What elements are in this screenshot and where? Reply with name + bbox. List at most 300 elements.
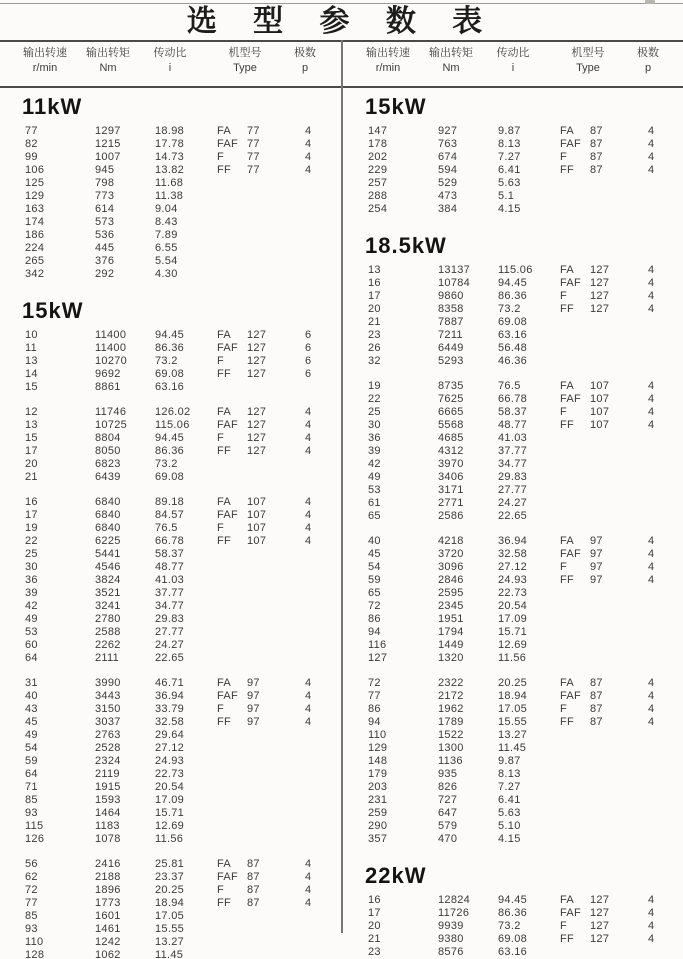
poles-cell [648, 613, 669, 626]
gear-group [0, 858, 341, 959]
torque-cell: 2595 [438, 587, 464, 599]
torque-cell: 1915 [95, 781, 121, 793]
table-row [343, 164, 683, 177]
type-cell [560, 820, 590, 833]
speed-cell: 77 [25, 125, 38, 137]
table-row [0, 432, 341, 445]
type-cell: FF [217, 897, 232, 909]
type-cell [560, 177, 590, 190]
torque-cell: 1593 [95, 794, 121, 806]
header-unit-label: p [301, 62, 309, 74]
torque-cell: 12824 [438, 894, 471, 906]
table-row [343, 820, 683, 833]
size-cell: 97 [590, 574, 603, 586]
ratio-cell: 36.94 [498, 535, 528, 547]
size-cell [590, 794, 648, 807]
ratio-cell: 76.5 [498, 380, 521, 392]
poles-cell [648, 432, 669, 445]
torque-cell: 6449 [438, 342, 464, 354]
size-cell: 87 [590, 138, 603, 150]
torque-cell: 6665 [438, 406, 464, 418]
poles-cell [305, 936, 326, 949]
torque-cell: 6439 [95, 471, 121, 483]
ratio-cell: 20.25 [498, 677, 528, 689]
power-heading: 22kW [365, 863, 427, 888]
size-cell [247, 652, 305, 665]
speed-cell: 77 [25, 897, 38, 909]
table-row [0, 242, 341, 255]
poles-cell [648, 342, 669, 355]
poles-cell: 4 [648, 125, 655, 137]
type-cell [217, 268, 247, 281]
power-heading: 15kW [22, 298, 84, 323]
speed-cell: 64 [25, 652, 38, 664]
torque-cell: 10725 [95, 419, 128, 431]
speed-cell: 30 [25, 561, 38, 573]
poles-cell [305, 177, 326, 190]
type-cell: FAF [560, 138, 582, 150]
torque-cell: 1215 [95, 138, 121, 150]
size-cell: 107 [247, 509, 267, 521]
torque-cell: 11400 [95, 342, 127, 354]
speed-cell: 99 [25, 151, 38, 163]
speed-cell: 49 [25, 613, 38, 625]
header-unit-label: Nm [99, 62, 117, 74]
header-unit-label: i [168, 62, 172, 74]
ratio-cell: 5.1 [498, 190, 515, 202]
size-cell: 97 [247, 716, 260, 728]
table-row [0, 255, 341, 268]
poles-cell: 4 [305, 138, 312, 150]
power-heading: 18.5kW [365, 233, 447, 258]
speed-cell: 202 [368, 151, 388, 163]
speed-cell: 11 [25, 342, 38, 354]
size-cell: 127 [247, 368, 267, 380]
torque-cell: 1320 [438, 652, 464, 664]
ratio-cell: 126.02 [155, 406, 191, 418]
poles-cell [648, 600, 669, 613]
type-cell: F [217, 355, 225, 367]
speed-cell: 36 [25, 574, 38, 586]
size-cell [247, 548, 305, 561]
type-cell: FAF [560, 548, 582, 560]
poles-cell [305, 781, 326, 794]
poles-cell [305, 833, 326, 846]
type-cell [217, 807, 247, 820]
torque-cell: 2780 [95, 613, 121, 625]
torque-cell: 9692 [95, 368, 121, 380]
type-cell: FA [217, 329, 232, 341]
poles-cell [305, 203, 326, 216]
torque-cell: 1601 [95, 910, 121, 922]
size-cell: 127 [590, 303, 610, 315]
torque-cell: 8050 [95, 445, 121, 457]
poles-cell [648, 484, 669, 497]
ratio-cell: 11.56 [498, 652, 527, 664]
ratio-cell: 12.69 [155, 820, 185, 832]
ratio-cell: 20.54 [498, 600, 528, 612]
size-cell: 127 [590, 290, 610, 302]
header-cn-label: 输出转速 [23, 47, 67, 59]
size-cell: 127 [247, 445, 267, 457]
type-cell [217, 216, 247, 229]
poles-cell [305, 548, 326, 561]
poles-cell [648, 794, 669, 807]
ratio-cell: 48.77 [155, 561, 185, 573]
type-cell: FAF [560, 690, 582, 702]
type-cell [217, 923, 247, 936]
power-section-11kW [0, 94, 341, 281]
table-row [343, 342, 683, 355]
speed-cell: 82 [25, 138, 38, 150]
speed-cell: 26 [368, 342, 381, 354]
header-cn-label: 机型号 [228, 47, 262, 59]
table-row [343, 626, 683, 639]
poles-cell [305, 923, 326, 936]
poles-cell: 4 [305, 406, 312, 418]
poles-cell: 4 [648, 933, 655, 945]
poles-cell: 4 [305, 677, 312, 689]
speed-cell: 54 [25, 742, 38, 754]
ratio-cell: 11.68 [155, 177, 184, 189]
poles-cell: 4 [648, 677, 655, 689]
ratio-cell: 58.37 [498, 406, 528, 418]
ratio-cell: 32.58 [155, 716, 185, 728]
table-row [343, 548, 683, 561]
type-cell [560, 497, 590, 510]
poles-cell [648, 329, 669, 342]
torque-cell: 3720 [438, 548, 464, 560]
speed-cell: 12 [25, 406, 38, 418]
size-cell [247, 639, 305, 652]
ratio-cell: 11.45 [155, 949, 184, 959]
poles-cell [305, 381, 326, 394]
size-cell [247, 768, 305, 781]
speed-cell: 115 [25, 820, 44, 832]
ratio-cell: 94.45 [155, 432, 185, 444]
torque-cell: 8735 [438, 380, 464, 392]
type-cell: FF [560, 303, 575, 315]
header-unit-label: r/min [32, 62, 58, 74]
type-cell [217, 190, 247, 203]
type-cell: F [217, 432, 225, 444]
table-row [343, 419, 683, 432]
size-cell [590, 946, 648, 959]
ratio-cell: 4.15 [498, 203, 521, 215]
poles-cell [305, 242, 326, 255]
speed-cell: 290 [368, 820, 388, 832]
ratio-cell: 33.79 [155, 703, 185, 715]
speed-cell: 54 [368, 561, 381, 573]
poles-cell: 4 [648, 290, 655, 302]
type-cell: FA [560, 264, 575, 276]
size-cell: 77 [247, 164, 260, 176]
header-unit-label: Nm [442, 62, 460, 74]
size-cell: 87 [590, 677, 603, 689]
table-row [343, 894, 683, 907]
type-cell: FF [217, 164, 232, 176]
size-cell [590, 639, 648, 652]
size-cell [590, 613, 648, 626]
ratio-cell: 32.58 [498, 548, 528, 560]
size-cell [247, 613, 305, 626]
size-cell: 87 [247, 884, 260, 896]
header-cn-label: 机型号 [571, 47, 605, 59]
type-cell [560, 639, 590, 652]
poles-cell [305, 458, 326, 471]
table-row [343, 264, 683, 277]
poles-cell: 4 [305, 445, 312, 457]
ratio-cell: 8.13 [498, 138, 521, 150]
size-cell [590, 445, 648, 458]
torque-cell: 647 [438, 807, 458, 819]
size-cell: 97 [590, 561, 603, 573]
size-cell [247, 471, 305, 484]
ratio-cell: 94.45 [498, 894, 528, 906]
speed-cell: 25 [25, 548, 38, 560]
size-cell [247, 203, 305, 216]
ratio-cell: 11.38 [155, 190, 184, 202]
speed-cell: 17 [25, 509, 38, 521]
size-cell: 127 [590, 894, 610, 906]
type-cell [560, 613, 590, 626]
poles-cell [648, 316, 669, 329]
torque-cell: 7625 [438, 393, 464, 405]
torque-cell: 3037 [95, 716, 121, 728]
torque-cell: 1464 [95, 807, 121, 819]
poles-cell: 4 [648, 277, 655, 289]
table-row [343, 484, 683, 497]
poles-cell: 6 [305, 368, 312, 380]
table-row [0, 548, 341, 561]
speed-cell: 254 [368, 203, 388, 215]
speed-cell: 71 [25, 781, 38, 793]
torque-cell: 579 [438, 820, 458, 832]
poles-cell: 4 [648, 574, 655, 586]
poles-cell: 4 [305, 151, 312, 163]
size-cell: 87 [590, 125, 603, 137]
torque-cell: 2111 [95, 652, 120, 664]
speed-cell: 59 [368, 574, 381, 586]
type-cell [560, 794, 590, 807]
type-cell [560, 807, 590, 820]
size-cell [590, 342, 648, 355]
size-cell [590, 203, 648, 216]
torque-cell: 10784 [438, 277, 471, 289]
type-cell [217, 203, 247, 216]
torque-cell: 8804 [95, 432, 121, 444]
type-cell [560, 755, 590, 768]
torque-cell: 2119 [95, 768, 120, 780]
ratio-cell: 5.10 [498, 820, 521, 832]
size-cell: 127 [247, 419, 267, 431]
table-row [0, 151, 341, 164]
ratio-cell: 34.77 [155, 600, 185, 612]
table-row [343, 574, 683, 587]
poles-cell [305, 626, 326, 639]
table-row [343, 406, 683, 419]
torque-cell: 2188 [95, 871, 121, 883]
header-cn-label: 极数 [637, 47, 659, 59]
ratio-cell: 13.27 [155, 936, 185, 948]
type-cell [560, 587, 590, 600]
table-row [343, 497, 683, 510]
size-cell [590, 742, 648, 755]
ratio-cell: 5.54 [155, 255, 178, 267]
poles-cell [648, 652, 669, 665]
type-cell: F [217, 151, 225, 163]
table-row [0, 742, 341, 755]
poles-cell: 6 [305, 329, 312, 341]
type-cell [217, 949, 247, 959]
type-cell [560, 190, 590, 203]
table-row [0, 509, 341, 522]
torque-cell: 9939 [438, 920, 464, 932]
table-row [343, 138, 683, 151]
ratio-cell: 69.08 [155, 368, 185, 380]
size-cell [247, 807, 305, 820]
ratio-cell: 6.41 [498, 164, 521, 176]
speed-cell: 21 [25, 471, 38, 483]
poles-cell [305, 794, 326, 807]
table-row [0, 781, 341, 794]
type-cell [217, 936, 247, 949]
type-cell: FAF [560, 907, 582, 919]
ratio-cell: 36.94 [155, 690, 185, 702]
table-row [0, 871, 341, 884]
size-cell [590, 807, 648, 820]
table-row [0, 703, 341, 716]
speed-cell: 357 [368, 833, 388, 845]
poles-cell [305, 820, 326, 833]
power-section-15kW [0, 298, 341, 959]
torque-cell: 2172 [438, 690, 464, 702]
table-column-left [0, 88, 341, 959]
size-cell: 97 [590, 535, 603, 547]
speed-cell: 128 [25, 949, 45, 959]
torque-cell: 1183 [95, 820, 120, 832]
size-cell: 77 [247, 138, 260, 150]
header-cn-label: 输出转速 [366, 47, 410, 59]
poles-cell: 4 [648, 561, 655, 573]
ratio-cell: 17.09 [498, 613, 528, 625]
size-cell [590, 432, 648, 445]
ratio-cell: 27.12 [155, 742, 185, 754]
table-row [343, 510, 683, 523]
table-row [343, 458, 683, 471]
type-cell: FF [560, 419, 575, 431]
torque-cell: 4546 [95, 561, 121, 573]
size-cell [247, 729, 305, 742]
table-row [0, 561, 341, 574]
poles-cell [305, 229, 326, 242]
poles-cell: 4 [305, 419, 312, 431]
torque-cell: 384 [438, 203, 458, 215]
torque-cell: 2588 [95, 626, 121, 638]
ratio-cell: 94.45 [155, 329, 185, 341]
ratio-cell: 89.18 [155, 496, 185, 508]
size-cell [247, 268, 305, 281]
speed-cell: 94 [368, 626, 381, 638]
ratio-cell: 73.2 [498, 920, 521, 932]
speed-cell: 40 [25, 690, 38, 702]
speed-cell: 72 [368, 600, 381, 612]
table-row [0, 652, 341, 665]
poles-cell: 4 [305, 535, 312, 547]
table-row [0, 138, 341, 151]
speed-cell: 13 [25, 419, 38, 431]
torque-cell: 3970 [438, 458, 464, 470]
type-cell [217, 255, 247, 268]
table-row [0, 716, 341, 729]
ratio-cell: 9.87 [498, 755, 521, 767]
poles-cell: 4 [648, 920, 655, 932]
torque-cell: 727 [438, 794, 458, 806]
type-cell [217, 458, 247, 471]
size-cell: 127 [590, 907, 610, 919]
type-cell [560, 768, 590, 781]
table-row [0, 177, 341, 190]
torque-cell: 9860 [438, 290, 464, 302]
header-cn-label: 输出转矩 [86, 47, 130, 59]
table-row [0, 897, 341, 910]
type-cell [560, 203, 590, 216]
size-cell [247, 833, 305, 846]
type-cell [217, 729, 247, 742]
size-cell: 87 [590, 164, 603, 176]
type-cell: FAF [217, 871, 239, 883]
poles-cell [305, 587, 326, 600]
column-header-p [603, 46, 683, 76]
type-cell: F [560, 290, 568, 302]
header-unit-label: r/min [375, 62, 401, 74]
ratio-cell: 5.63 [498, 807, 521, 819]
torque-cell: 8358 [438, 303, 464, 315]
torque-cell: 1062 [95, 949, 121, 959]
table-row [0, 419, 341, 432]
speed-cell: 39 [25, 587, 38, 599]
type-cell [560, 833, 590, 846]
torque-cell: 2771 [438, 497, 464, 509]
speed-cell: 56 [25, 858, 38, 870]
speed-cell: 20 [25, 458, 38, 470]
torque-cell: 11746 [95, 406, 127, 418]
poles-cell [305, 190, 326, 203]
size-cell [247, 574, 305, 587]
size-cell: 107 [590, 393, 610, 405]
speed-cell: 13 [25, 355, 38, 367]
table-row [0, 923, 341, 936]
size-cell [247, 458, 305, 471]
poles-cell [648, 355, 669, 368]
table-row [343, 290, 683, 303]
type-cell: F [560, 151, 568, 163]
ratio-cell: 66.78 [498, 393, 528, 405]
poles-cell [305, 910, 326, 923]
table-row [343, 613, 683, 626]
torque-cell: 3150 [95, 703, 121, 715]
column-headers-left [0, 42, 341, 86]
poles-cell: 4 [648, 548, 655, 560]
poles-cell [648, 587, 669, 600]
table-row [343, 833, 683, 846]
torque-cell: 11400 [95, 329, 127, 341]
ratio-cell: 58.37 [155, 548, 185, 560]
ratio-cell: 46.36 [498, 355, 528, 367]
type-cell [217, 755, 247, 768]
torque-cell: 8861 [95, 381, 121, 393]
column-headers-right [343, 42, 683, 86]
